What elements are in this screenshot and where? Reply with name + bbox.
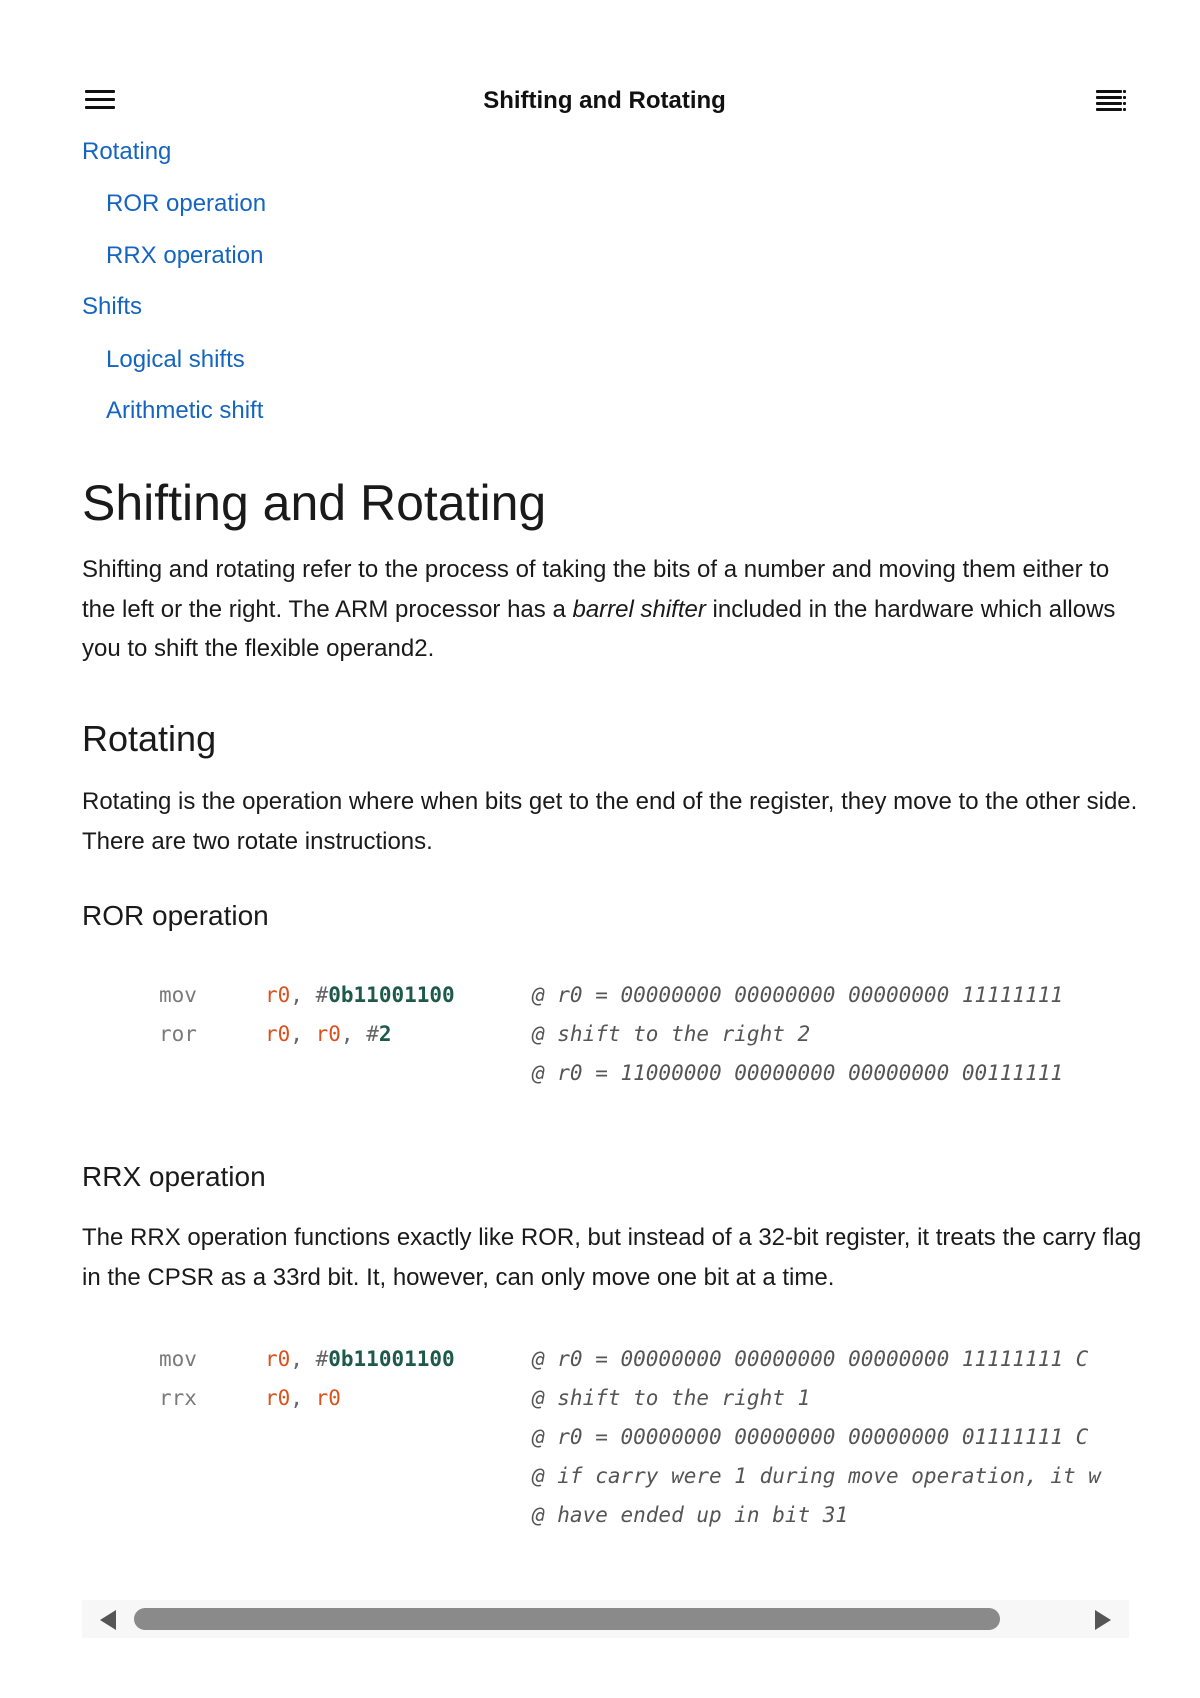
page-header-title: Shifting and Rotating [483,87,726,114]
toc-link-ror-operation[interactable]: ROR operation [106,190,267,217]
rrx-code-block [82,1347,1129,1537]
code-mnemonic: ror [159,1022,197,1046]
code-mnemonic: mov [159,983,197,1007]
code-comment: @ r0 = 00000000 00000000 00000000 01111111 C [532,1425,1089,1449]
code-comment: @ shift to the right 2 [532,1022,811,1046]
rotating-heading: Rotating [82,718,217,759]
code-operands: r0, r0 [265,1386,341,1410]
code-comment: @ r0 = 11000000 00000000 00000000 00111111 [532,1061,1064,1085]
code-comment: @ r0 = 00000000 00000000 00000000 11111111 [532,983,1064,1007]
scroll-right-arrow-icon[interactable] [1095,1610,1111,1630]
article-title: Shifting and Rotating [82,475,547,531]
rrx-paragraph: The RRX operation functions exactly like ROR, but instead of a 32-bit register, it treats the carry flag in the CPSR as a 33rd bit. It, however, can only move one bit at a time. [82,1224,1142,1291]
toc-link-arithmetic-shift[interactable]: Arithmetic shift [106,397,264,424]
toc-link-shifts[interactable]: Shifts [82,293,143,320]
intro-paragraph [82,550,1142,669]
scrollbar-thumb[interactable] [134,1608,1000,1630]
barrel-shifter-emphasis: barrel shifter [572,595,706,623]
intro-text-before: Shifting and rotating refer to the process of taking the bits of a number and moving them either to the left or the right. The ARM processor has a [82,556,1110,623]
code-operands: r0, #0b11001100 [265,983,455,1007]
code-comment: @ have ended up in bit 31 [532,1503,849,1527]
code-comment: @ r0 = 00000000 00000000 00000000 11111111 C [532,1347,1089,1371]
code-mnemonic: mov [159,1347,197,1371]
toc-link-rrx-operation[interactable]: RRX operation [106,242,264,269]
scroll-left-arrow-icon[interactable] [100,1610,116,1630]
code-mnemonic: rrx [159,1386,197,1410]
toc-link-rotating[interactable]: Rotating [82,138,172,165]
code-operands: r0, r0, #2 [265,1022,392,1046]
top-bar [82,80,1127,120]
ror-heading: ROR operation [82,900,269,931]
toc-link-logical-shifts[interactable]: Logical shifts [106,346,245,373]
table-of-contents-icon[interactable] [1096,90,1126,110]
code-operands: r0, #0b11001100 [265,1347,455,1371]
intro-text-after: included in the hardware which allows you to shift the flexible operand2. [82,595,1116,662]
code-comment: @ if carry were 1 during move operation, it w [532,1464,1101,1488]
rotating-paragraph: Rotating is the operation where when bits get to the end of the register, they move to the other side. There are two rotate instructions. [82,788,1138,855]
rrx-heading: RRX operation [82,1161,266,1192]
code-horizontal-scrollbar[interactable] [82,1600,1129,1638]
ror-code-block [82,983,1129,1093]
code-comment: @ shift to the right 1 [532,1386,811,1410]
